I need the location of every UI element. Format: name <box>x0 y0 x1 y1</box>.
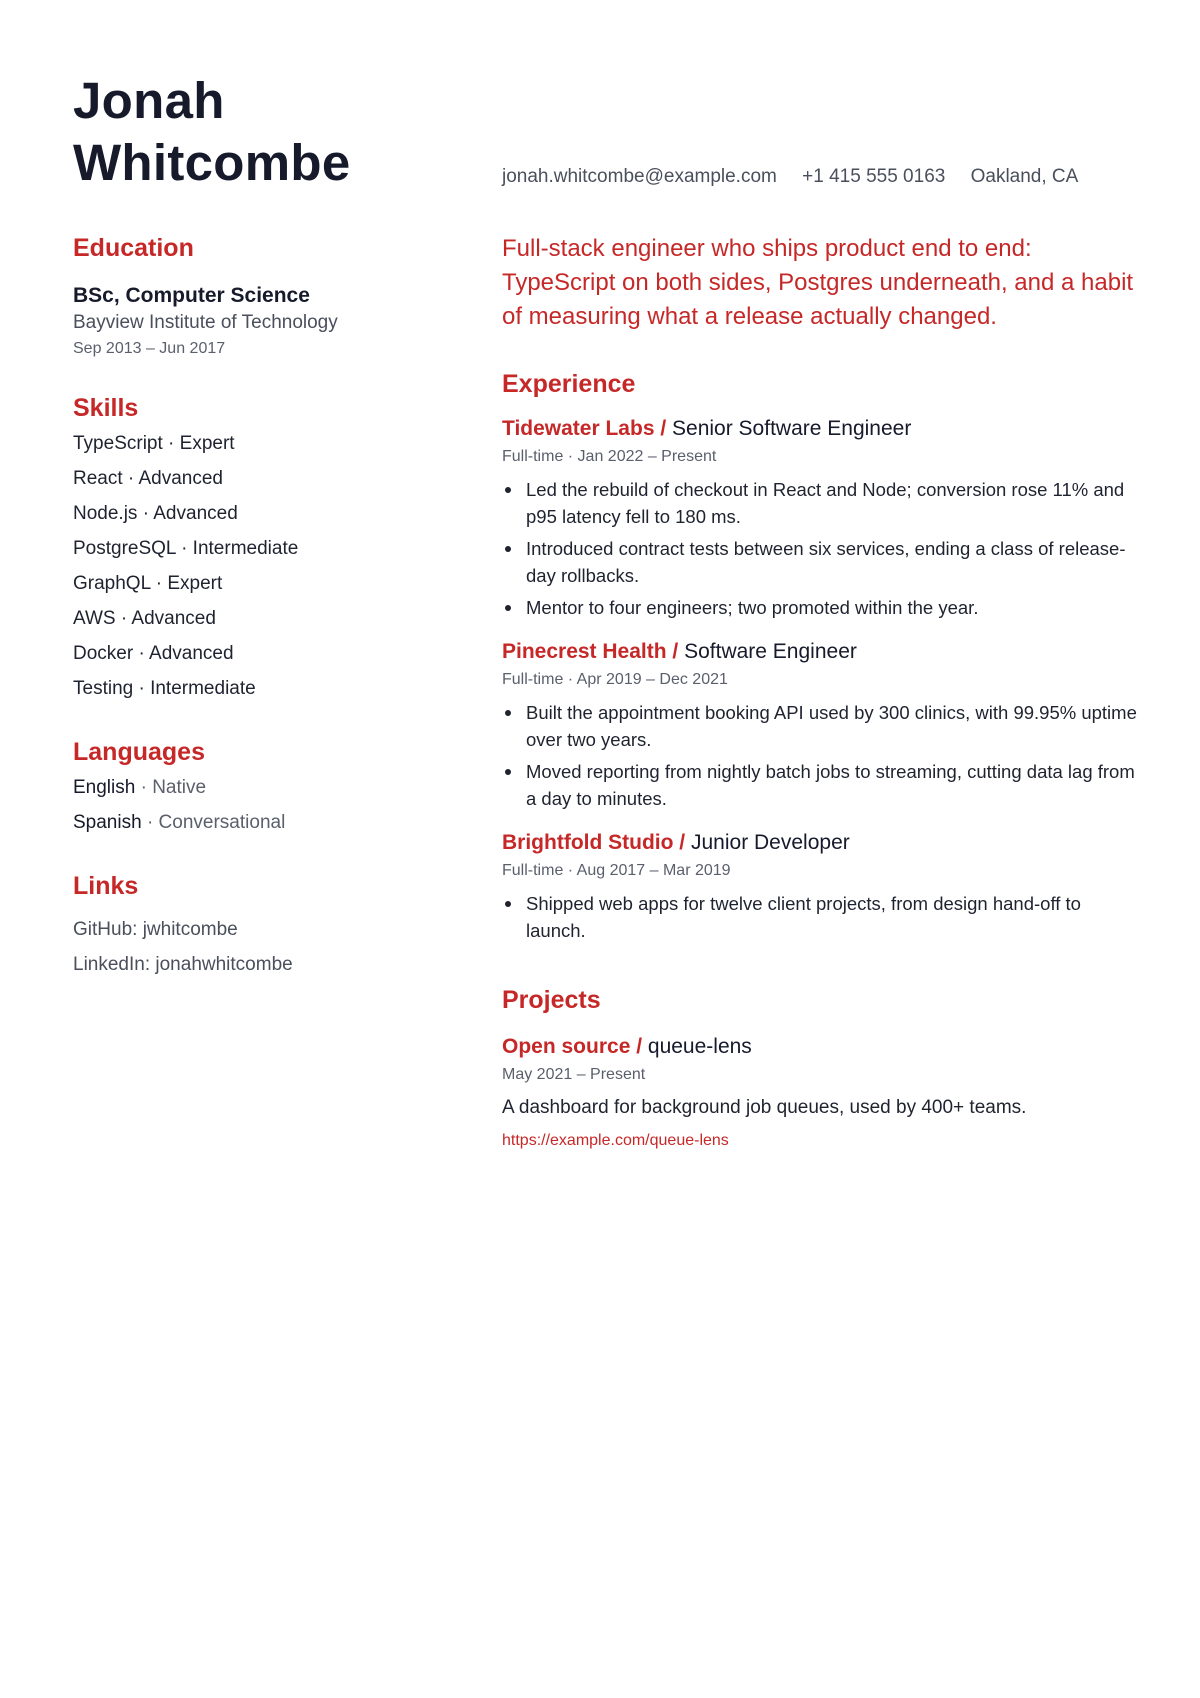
link-linkedin[interactable]: LinkedIn: jonahwhitcombe <box>73 954 293 975</box>
job-bullet: Led the rebuild of checkout in React and Node; conversion rose 11% and p95 latency fell to 180 ms. <box>502 476 1142 530</box>
contact-phone[interactable]: +1 415 555 0163 <box>802 166 946 187</box>
project-name: queue-lens <box>647 1035 752 1058</box>
name-last: Whitcombe <box>73 134 351 191</box>
education-title: Education <box>73 234 194 262</box>
project-dates: May 2021 – Present <box>502 1066 646 1083</box>
project-org: Open source <box>502 1035 631 1058</box>
bullet-dot-icon <box>505 901 511 907</box>
contact-info <box>502 166 1078 188</box>
contact-location: Oakland, CA <box>970 166 1079 187</box>
languages-list <box>73 770 443 840</box>
experience-section <box>502 368 1142 944</box>
language-name: Spanish <box>73 812 142 833</box>
job-meta: Full-time · Aug 2017 – Mar 2019 <box>502 862 731 879</box>
job-bullets <box>502 476 1142 621</box>
job-heading: Pinecrest Health / Software Engineer <box>502 640 857 663</box>
right-column <box>502 232 1142 1154</box>
job-role: Senior Software Engineer <box>672 417 912 440</box>
education-entry <box>73 282 443 362</box>
skill-item: Node.js · Advanced <box>73 503 238 524</box>
candidate-name <box>73 70 473 194</box>
experience-title: Experience <box>502 370 636 398</box>
project-entry <box>502 1032 1142 1154</box>
job-bullet: Introduced contract tests between six services, ending a class of release-day rollbacks. <box>502 535 1142 589</box>
job-bullets <box>502 890 1142 944</box>
skill-item: TypeScript · Expert <box>73 433 235 454</box>
skills-list <box>73 426 443 706</box>
job-role: Software Engineer <box>684 640 857 663</box>
links-section <box>73 870 443 982</box>
job-meta: Full-time · Apr 2019 – Dec 2021 <box>502 671 728 688</box>
language-item <box>73 770 443 805</box>
name-first: Jonah <box>73 72 225 129</box>
summary: Full-stack engineer who ships product end to end: TypeScript on both sides, Postgres underneath, and a habit of measuring what a release actually changed. <box>502 235 1134 330</box>
projects-section <box>502 984 1142 1154</box>
language-level: · Native <box>135 777 207 798</box>
left-column <box>73 232 443 982</box>
education-degree: BSc, Computer Science <box>73 284 310 307</box>
job-bullet: Shipped web apps for twelve client projects, from design hand-off to launch. <box>502 890 1142 944</box>
skill-item: PostgreSQL · Intermediate <box>73 538 299 559</box>
job-entry <box>502 637 1142 812</box>
bullet-dot-icon <box>505 769 511 775</box>
skill-item: Docker · Advanced <box>73 643 234 664</box>
languages-title: Languages <box>73 738 205 766</box>
skill-item: Testing · Intermediate <box>73 678 256 699</box>
job-role: Junior Developer <box>690 831 850 854</box>
language-name: English <box>73 777 136 798</box>
project-link[interactable]: https://example.com/queue-lens <box>502 1132 729 1149</box>
language-level: · Conversational <box>141 812 286 833</box>
links-list <box>73 912 443 982</box>
education-dates: Sep 2013 – Jun 2017 <box>73 340 226 357</box>
language-item <box>73 805 443 840</box>
job-bullet: Moved reporting from nightly batch jobs to streaming, cutting data lag from a day to minutes. <box>502 758 1142 812</box>
bullet-dot-icon <box>505 487 511 493</box>
job-bullet: Mentor to four engineers; two promoted within the year. <box>502 594 1142 621</box>
projects-title: Projects <box>502 986 601 1014</box>
job-entry <box>502 828 1142 944</box>
languages-section <box>73 736 443 840</box>
job-heading: Brightfold Studio / Junior Developer <box>502 831 850 854</box>
project-heading: Open source / queue-lens <box>502 1035 752 1058</box>
skills-section <box>73 392 443 706</box>
job-entry <box>502 414 1142 621</box>
education-school: Bayview Institute of Technology <box>73 312 338 333</box>
bullet-dot-icon <box>505 710 511 716</box>
job-company: Brightfold Studio <box>502 831 674 854</box>
skills-title: Skills <box>73 394 139 422</box>
bullet-dot-icon <box>505 605 511 611</box>
job-bullet: Built the appointment booking API used by 300 clinics, with 99.95% uptime over two years. <box>502 699 1142 753</box>
project-description: A dashboard for background job queues, used by 400+ teams. <box>502 1097 1027 1118</box>
job-heading: Tidewater Labs / Senior Software Engineer <box>502 417 912 440</box>
job-bullets <box>502 699 1142 812</box>
links-title: Links <box>73 872 139 900</box>
contact-email[interactable]: jonah.whitcombe@example.com <box>502 166 777 187</box>
job-company: Pinecrest Health <box>502 640 667 663</box>
skill-item: GraphQL · Expert <box>73 573 223 594</box>
skill-item: AWS · Advanced <box>73 608 216 629</box>
job-meta: Full-time · Jan 2022 – Present <box>502 448 717 465</box>
link-github[interactable]: GitHub: jwhitcombe <box>73 919 238 940</box>
education-section <box>73 232 443 362</box>
bullet-dot-icon <box>505 546 511 552</box>
job-company: Tidewater Labs <box>502 417 655 440</box>
skill-item: React · Advanced <box>73 468 223 489</box>
